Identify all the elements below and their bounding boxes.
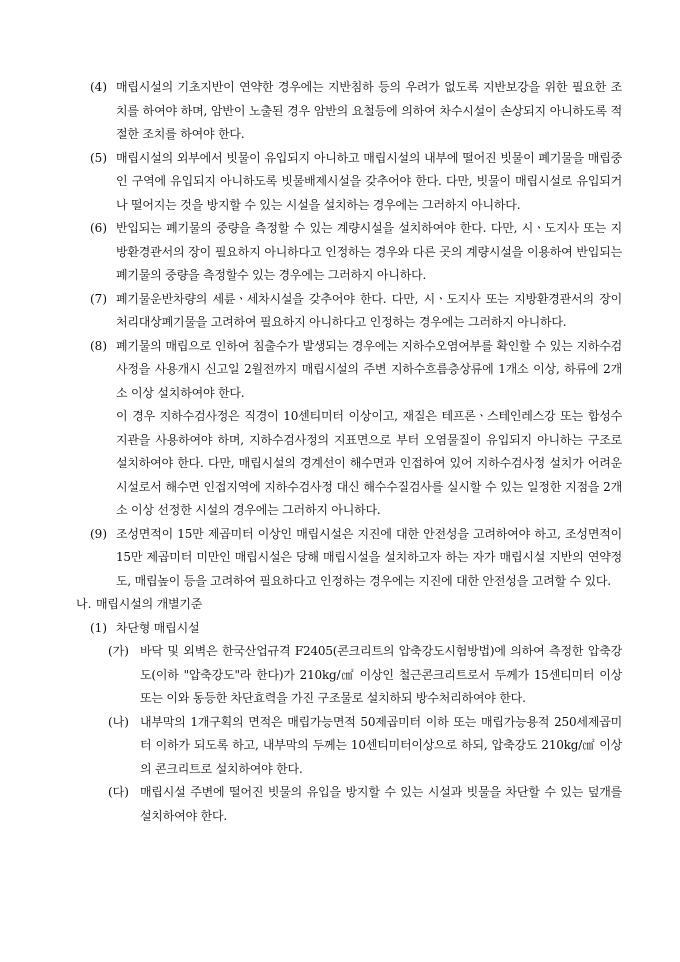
item-number: (4) bbox=[90, 80, 107, 94]
list-item-8 bbox=[0, 335, 680, 523]
sub-item-text: 내부막의 1개구획의 면적은 매립가능면적 50제곱미터 이하 또는 매립가능용적 250세제곱미터 이하가 되도록 하고, 내부막의 두께는 10센티미터이상으로 하되, 압축강도 210kg/㎠ 이상의 콘크리트로 설치하여야 한다. bbox=[140, 714, 622, 776]
item-number: (7) bbox=[90, 291, 107, 306]
section-title: 매립시설의 개별기준 bbox=[96, 597, 203, 611]
sub-item-text: 바닥 및 외벽은 한국산업규격 F2405(콘크리트의 압축강도시험방법)에 의하여 측정한 압축강도(이하 "압축강도"라 한다)가 210kg/㎠ 이상인 철근콘크리트로서 두께가 15센티미터 이상 또는 이와 동등한 차단효력을 가진 구조물로 설치하되 방수처리하여야 한다. bbox=[140, 644, 622, 705]
item-text: 매립시설의 외부에서 빗물이 유입되지 아니하고 매립시설의 내부에 떨어진 빗물이 폐기물을 매립중인 구역에 유입되지 아니하도록 빗물배제시설을 갖추어야 한다. 다만, 빗물이 매립시설로 유입되거나 떨어지는 것을 방지할 수 있는 시설을 설치하는 경우에는 그러하지 아니하다. bbox=[116, 150, 622, 212]
subsection-heading bbox=[0, 617, 680, 641]
list-item-5 bbox=[0, 147, 680, 218]
list-item-4 bbox=[0, 76, 680, 147]
document-body bbox=[0, 76, 680, 828]
item-text: 매립시설의 기초지반이 연약한 경우에는 지반침하 등의 우려가 없도록 지반보강을 위한 필요한 조치를 하여야 하며, 암반이 노출된 경우 암반의 요철등에 의하여 차수시설이 손상되지 아니하도록 적절한 조치를 하여야 한다. bbox=[116, 80, 622, 141]
list-item-6 bbox=[0, 217, 680, 288]
item-number: (9) bbox=[90, 526, 107, 541]
item-text: 폐기물의 매립으로 인하여 침출수가 발생되는 경우에는 지하수오염여부를 확인할 수 있는 지하수검사정을 사용개시 신고일 2월전까지 매립시설의 주변 지하수흐름층상류에 1개소 이상, 하류에 2개소 이상 설치하여야 한다. bbox=[116, 338, 622, 400]
item-text: 반입되는 폐기물의 중량을 측정할 수 있는 계량시설을 설치하여야 한다. 다만, 시ㆍ도지사 또는 지방환경관서의 장이 필요하지 아니하다고 인정하는 경우와 다른 곳의 계량시설을 이용하여 반입되는 폐기물의 중량을 측정할수 있는 경우에는 그러하지 아니하다. bbox=[116, 221, 622, 282]
item-text: 폐기물운반차량의 세륜ㆍ세차시설을 갖추어야 한다. 다만, 시ㆍ도지사 또는 지방환경관서의 장이 처리대상폐기물을 고려하여 필요하지 아니하다고 인정하는 경우에는 그러하지 아니하다. bbox=[116, 291, 622, 329]
list-item-7 bbox=[0, 288, 680, 335]
list-item-9 bbox=[0, 523, 680, 594]
item-text-continuation: 이 경우 지하수검사정은 직경이 10센티미터 이상이고, 재질은 테프론ㆍ스테인레스강 또는 합성수지관을 사용하여야 하며, 지하수검사정의 지표면으로 부터 오염물질이 유입되지 아니하는 구조로 설치하여야 한다. 다만, 매립시설의 경계선이 해수면과 인접하여 있어 지하수검사정 설치가 어려운 시설로서 해수면 인접지역에 지하수검사정 대신 해수수질검사를 실시할 수 있는 일정한 지점을 2개소 이상 선정한 시설의 경우에는 그러하지 아니하다. bbox=[116, 409, 622, 517]
item-number: (6) bbox=[90, 221, 107, 235]
section-marker: 나. bbox=[76, 597, 92, 611]
subsection-number: (1) bbox=[90, 620, 107, 635]
sub-item-text: 매립시설 주변에 떨어진 빗물의 유입을 방지할 수 있는 시설과 빗물을 차단할 수 있는 덮개를 설치하여야 한다. bbox=[140, 785, 622, 823]
item-number: (5) bbox=[90, 150, 107, 165]
sub-item-na bbox=[0, 711, 680, 782]
sub-item-marker: (나) bbox=[108, 714, 129, 729]
sub-item-da bbox=[0, 781, 680, 828]
sub-item-marker: (다) bbox=[108, 785, 129, 799]
sub-item-marker: (가) bbox=[108, 644, 129, 658]
sub-item-ga bbox=[0, 640, 680, 711]
subsection-title: 차단형 매립시설 bbox=[116, 620, 200, 635]
section-heading bbox=[0, 593, 680, 617]
item-number: (8) bbox=[90, 338, 107, 353]
item-text: 조성면적이 15만 제곱미터 이상인 매립시설은 지진에 대한 안전성을 고려하여야 하고, 조성면적이 15만 제곱미터 미만인 매립시설은 당해 매립시설을 설치하고자 하는 자가 매립시설 지반의 연약정도, 매립높이 등을 고려하여 필요하다고 인정하는 경우에는 지진에 대한 안전성을 고려할 수 있다. bbox=[116, 526, 622, 588]
